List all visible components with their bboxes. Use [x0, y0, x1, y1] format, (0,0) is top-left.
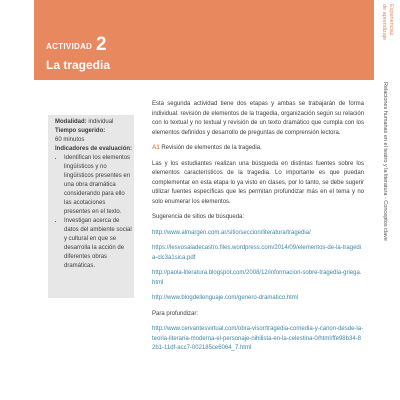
unit-vertical-title: Relaciones humanas en el teatro y la literatura - Conceptos clave: [382, 82, 388, 241]
activity-label: ACTIVIDAD: [46, 42, 93, 51]
tiempo-value: 60 minutos: [55, 137, 85, 143]
indicador-item: • Investigan acerca de datos del ambiente social y cultural en que se desarrolla la acción de diferentes obras dramáticas.: [64, 217, 133, 271]
tiempo-label: Tiempo sugerido:: [55, 128, 106, 134]
section-tab-line2: de aprendizaje: [381, 4, 387, 41]
indicador-item: • Identifican los elementos lingüísticos y no lingüísticos presentes en una obra dramática considerando para ello las acotaciones presentes en el texto.: [64, 154, 133, 217]
subhead-marker: A1: [152, 145, 160, 151]
activity-header: [34, 0, 374, 80]
modalidad-value: individual: [88, 119, 114, 125]
sidebar-content: [55, 118, 133, 271]
modalidad-label: Modalidad:: [55, 119, 87, 125]
main-content: [152, 100, 364, 360]
link-blogdellenguaje[interactable]: http://www.blogdellenguaje.com/genero-dramatico.html: [152, 295, 299, 301]
deepen-label: Para profundizar:: [152, 310, 199, 317]
activity-title: La tragedia: [46, 58, 111, 72]
link-lesvos[interactable]: https://lesvosaladecastro.files.wordpress.com/2014/09/elementos-de-la-tragedia-clc3a1sica.pdf: [152, 245, 362, 261]
subhead: [152, 144, 364, 154]
section-tab: [380, 4, 394, 40]
link-almargen[interactable]: http://www.almargen.com.ar/sitio/seccion/literatura/tragedia/: [152, 229, 311, 236]
activity-number: 2: [96, 34, 107, 55]
link-cervantes[interactable]: http://www.cervantesvirtual.com/obra-visor/tragedia-comedia-y-canon-desde-la-teoria-literaria-moderna-el-personaje-nihilista-en-la-celestina-0/html/ffe98b34-82b1-11df-acc7-002185ce6064_7.html: [152, 326, 364, 351]
section-tab-line1: Experiencias: [388, 4, 394, 36]
link-paola[interactable]: http://paola-literatura.blogspot.com/2008/12/informacion-sobre-tragedia-griega.html: [152, 270, 362, 286]
indicadores-list: [55, 154, 133, 271]
intro-paragraph: Esta segunda actividad tiene dos etapas y ambas se trabajarán de forma individual: revisión de elementos de la tragedia, organización según su relación con lo textual y no textual y revisión de un texto dramático que cumpla con los elementos definidos y desarrollo de preguntas de comprensión lectora.: [152, 101, 364, 136]
indicadores-label: Indicadores de evaluación:: [55, 146, 133, 152]
sites-label: Sugerencia de sitios de búsqueda:: [152, 214, 245, 220]
subhead-text: Revisión de elementos de la tragedia.: [161, 145, 262, 151]
search-paragraph: Las y los estudiantes realizan una búsqueda en distintas fuentes sobre los elementos característicos de la tragedia. Lo importante es que puedan complementar en esta etapa lo ya visto en clases, por lo tanto, se debe sugerir utilizar fuentes específicas que les permitan profundizar más en el tema y no solo enumerar los elementos.: [152, 160, 364, 205]
